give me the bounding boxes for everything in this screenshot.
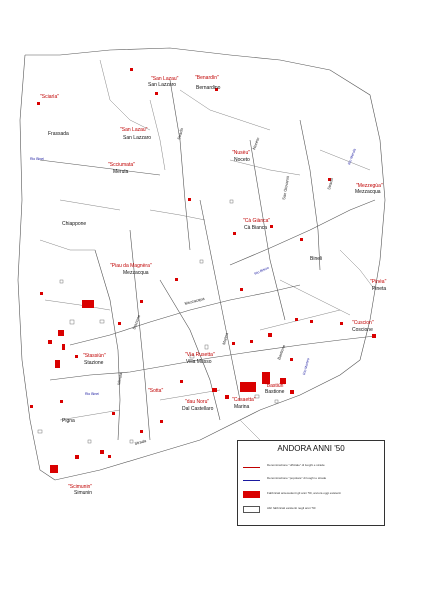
place-dialect: "Scimunin" <box>68 484 93 490</box>
place-italian: Villa Musso <box>186 359 212 365</box>
place-dialect: "Scciumata" <box>108 162 135 168</box>
road-network <box>18 48 385 480</box>
legend <box>237 440 385 526</box>
legend-row <box>243 461 379 472</box>
dialect-road-label: Rio Binei <box>85 392 100 396</box>
place-italian: Marina <box>234 404 250 410</box>
place-dialect: "dau Noru" <box>185 399 210 405</box>
legend-swatch <box>243 463 260 468</box>
buildings <box>30 68 376 473</box>
dialect-road-label: Rio Merula <box>347 148 357 166</box>
road-label: San Giovanni <box>281 175 291 201</box>
place-dialect: "Sotta" <box>148 388 164 394</box>
road-label: Strada <box>133 438 147 446</box>
place-italian: Bastione <box>265 389 285 395</box>
legend-swatch <box>243 506 260 513</box>
place-dialect: "Piau da Magnèra" <box>110 263 152 269</box>
road-label: Strada <box>176 127 185 141</box>
legend-text: Denominazione "popolare" di luoghi e strade <box>267 476 327 480</box>
dialect-road-label: Rio Biscio <box>253 265 270 276</box>
legend-row <box>243 474 379 485</box>
place-italian: Chiappone <box>62 221 87 227</box>
place-italian: Frassada <box>48 131 69 137</box>
legend-row <box>243 504 379 515</box>
road-label: Mezzacqua <box>183 295 206 306</box>
road-label: Merula <box>116 372 124 386</box>
place-dialect: "Casaetta" <box>232 397 256 403</box>
place-labels <box>40 75 387 496</box>
road-label: Marina <box>221 332 230 346</box>
place-dialect: "Nusèu" <box>232 150 251 156</box>
place-italian: Coscione <box>352 327 373 333</box>
place-italian: San Lazzaro <box>148 82 177 88</box>
place-italian: Merula <box>113 169 129 175</box>
road-label: Noceto <box>251 136 261 151</box>
legend-swatch <box>243 476 260 481</box>
legend-text: Altri fabbricati esistenti negli anni '50 <box>267 506 316 510</box>
place-dialect: "Sciarìa" <box>40 94 60 100</box>
map-title: ANDORA ANNI '50 <box>277 444 345 453</box>
dialect-road-label: Rio Morteo <box>302 357 311 376</box>
place-dialect: "Bastiùn" <box>265 383 286 389</box>
place-italian: Mezzacqua <box>355 189 381 195</box>
road-label: Stazione <box>131 313 142 331</box>
place-italian: Dal Castellaro <box>182 406 214 412</box>
place-italian: Simunin <box>74 490 93 496</box>
place-dialect: "Benardìn" <box>195 75 219 81</box>
place-italian: San Lazzaro <box>123 135 152 141</box>
place-italian: Mezzacqua <box>123 270 149 276</box>
place-italian: Pigna <box>62 418 75 424</box>
place-dialect: "Mezzegùa" <box>356 183 383 189</box>
road-label: Strada <box>326 177 335 191</box>
place-dialect: "Pinéa" <box>370 279 387 285</box>
place-dialect: "San Lazau" <box>151 76 179 82</box>
place-dialect: "Cà Giànca" <box>243 218 271 224</box>
place-italian: Bineli <box>310 256 323 262</box>
place-italian: Stazione <box>84 360 104 366</box>
place-dialect: "Stassiùn" <box>83 353 106 359</box>
place-dialect: "San Lazau" <box>120 127 148 133</box>
legend-text: Fabbricati antecedenti gli anni '50, ancora oggi esistenti <box>267 491 341 495</box>
legend-swatch <box>243 491 260 498</box>
dialect-road-label: Rio Binei <box>30 157 45 161</box>
legend-text: Denominazione "ufficiale" di luoghi e strade <box>267 463 325 467</box>
place-italian: Pineta <box>372 286 387 292</box>
place-dialect: "Vìa Rusetta" <box>185 352 215 358</box>
legend-row <box>243 489 379 500</box>
place-italian: Noceto <box>234 157 250 163</box>
place-dialect: "Cuscion" <box>352 320 374 326</box>
place-italian: Cà Bianca <box>244 225 268 231</box>
road-label: Bastione <box>276 343 287 361</box>
place-italian: Bernardino <box>196 85 221 91</box>
